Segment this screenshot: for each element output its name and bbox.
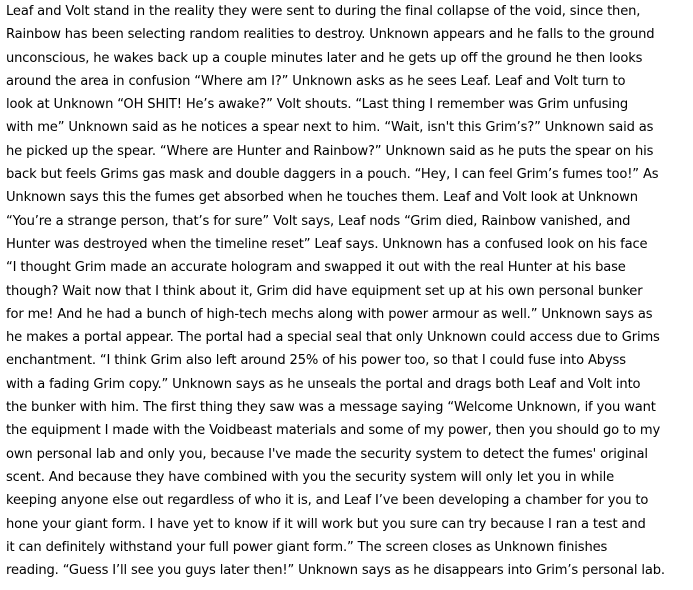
text-line: with me” Unknown said as he notices a spear next to him. “Wait, isn't this Grim’s?” Unknown said as <box>6 120 654 136</box>
text-line: look at Unknown “OH SHIT! He’s awake?” Volt shouts. “Last thing I remember was Grim unfusing <box>6 97 629 113</box>
text-line: reading. “Guess I’ll see you guys later then!” Unknown says as he disappears into Grim’s personal lab. <box>6 563 665 579</box>
text-line: Leaf and Volt stand in the reality they were sent to during the final collapse of the void, since then, <box>6 4 641 19</box>
text-line: the equipment I made with the Voidbeast materials and some of my power, then you should go to my <box>6 423 661 439</box>
text-line: back but feels Grims gas mask and double daggers in a pouch. “Hey, I can feel Grim’s fumes too!” As <box>6 167 659 183</box>
text-line: though? Wait now that I think about it, Grim did have equipment set up at his own personal bunker <box>6 283 643 299</box>
text-line: hone your giant form. I have yet to know if it will work but you sure can try because I ran a test and <box>6 516 646 532</box>
text-line: the bunker with him. The first thing they saw was a message saying “Welcome Unknown, if you want <box>6 400 656 416</box>
text-line: enchantment. “I think Grim also left around 25% of his power too, so that I could fuse into Abyss <box>6 353 626 369</box>
story-paragraph <box>6 0 689 582</box>
text-line: keeping anyone else out regardless of who it is, and Leaf I’ve been developing a chamber for you to <box>6 493 649 509</box>
text-line: he makes a portal appear. The portal had a special seal that only Unknown could access due to Grims <box>6 330 660 346</box>
text-line: for me! And he had a bunch of high-tech mechs along with power armour as well.” Unknown says as <box>6 306 653 322</box>
text-line: with a fading Grim copy.” Unknown says as he unseals the portal and drags both Leaf and Volt into <box>6 376 641 392</box>
text-line: “I thought Grim made an accurate hologram and swapped it out with the real Hunter at his base <box>6 260 626 276</box>
text-line: own personal lab and only you, because I've made the security system to detect the fumes' original <box>6 446 648 462</box>
text-line: unconscious, he wakes back up a couple minutes later and he gets up off the ground he then looks <box>6 50 643 66</box>
text-line: Rainbow has been selecting random realities to destroy. Unknown appears and he falls to the ground <box>6 27 655 43</box>
text-line: scent. And because they have combined with you the security system will only let you in while <box>6 469 615 485</box>
text-line: he picked up the spear. “Where are Hunter and Rainbow?” Unknown said as he puts the spear on his <box>6 143 654 159</box>
text-line: around the area in confusion “Where am I?” Unknown asks as he sees Leaf. Leaf and Volt turn to <box>6 73 626 89</box>
text-line: “You’re a strange person, that’s for sure” Volt says, Leaf nods “Grim died, Rainbow vanished, and <box>6 213 631 229</box>
text-line: it can definitely withstand your full power giant form.” The screen closes as Unknown finishes <box>6 539 608 555</box>
text-line: Hunter was destroyed when the timeline reset” Leaf says. Unknown has a confused look on his face <box>6 236 648 252</box>
text-line: Unknown says this the fumes get absorbed when he touches them. Leaf and Volt look at Unknown <box>6 190 638 206</box>
